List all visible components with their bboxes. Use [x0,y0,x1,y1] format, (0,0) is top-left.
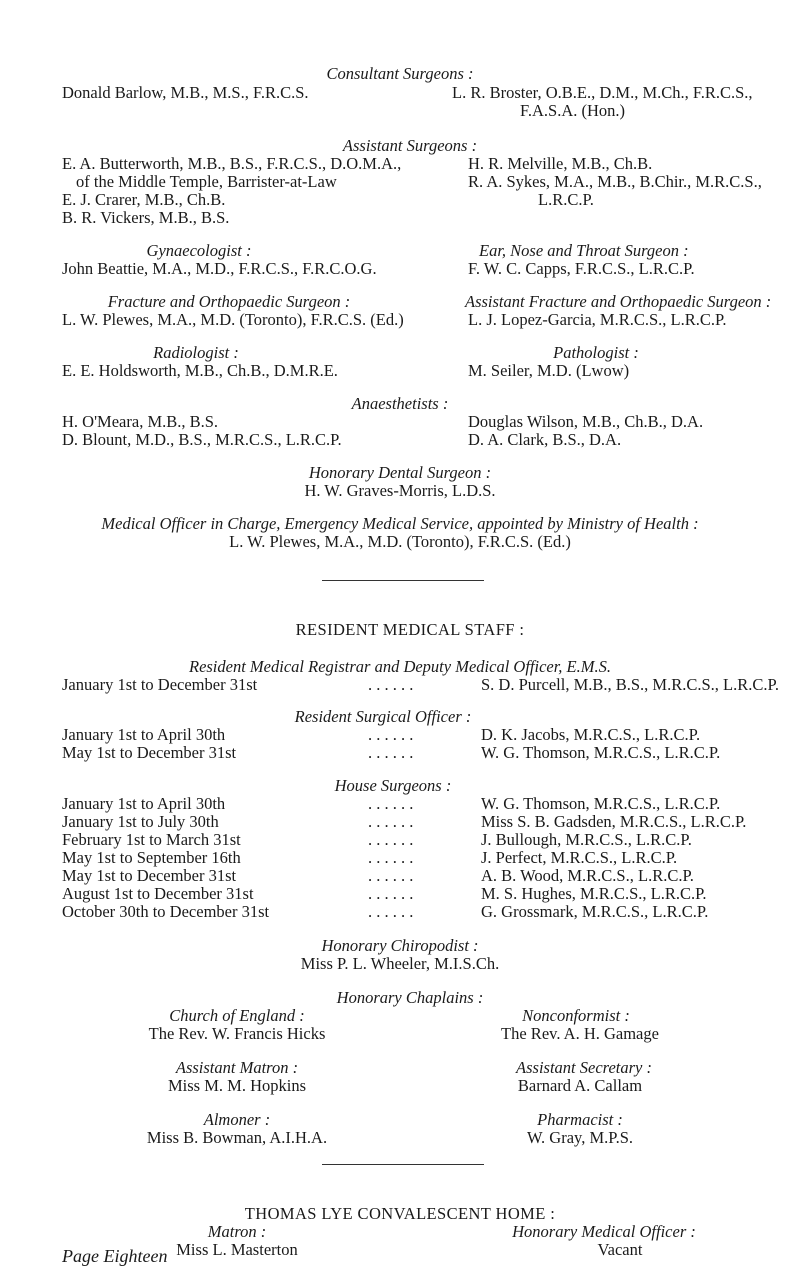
pathologist-title: Pathologist : [553,343,639,362]
consultant-left: Donald Barlow, M.B., M.S., F.R.C.S. [62,83,309,102]
house-leader-7: . . . . . . [368,902,414,921]
anaesthetists-heading: Anaesthetists : [351,394,449,413]
rso-heading: Resident Surgical Officer : [294,707,472,726]
gynae-title: Gynaecologist : [146,241,252,260]
chiropodist-name: Miss P. L. Wheeler, M.I.S.Ch. [300,954,500,973]
rso-period-1: January 1st to April 30th [62,725,226,744]
anaesthetist-right-2: D. A. Clark, B.S., D.A. [468,430,622,449]
nonconformist-name: The Rev. A. H. Gamage [501,1024,659,1043]
asst-secretary-name: Barnard A. Callam [517,1076,643,1095]
asst-matron-name: Miss M. M. Hopkins [168,1076,306,1095]
house-leader-3: . . . . . . [368,830,414,849]
nonconformist-title: Nonconformist : [522,1006,630,1025]
rso-leader-1: . . . . . . [368,725,414,744]
house-name-5: A. B. Wood, M.R.C.S., L.R.C.P. [481,866,694,885]
registrar-period: January 1st to December 31st [62,675,258,694]
asst-matron-title: Assistant Matron : [175,1058,299,1077]
house-period-7: October 30th to December 31st [62,902,270,921]
dental-name: H. W. Graves-Morris, L.D.S. [304,481,496,500]
anaesthetist-right-1: Douglas Wilson, M.B., Ch.B., D.A. [468,412,704,431]
convalescent-matron-name: Miss L. Masterton [176,1240,298,1259]
ent-name: F. W. C. Capps, F.R.C.S., L.R.C.P. [468,259,695,278]
resident-staff-heading: RESIDENT MEDICAL STAFF : [295,620,525,639]
hmo-title: Honorary Medical Officer : [512,1222,696,1241]
registrar-heading: Resident Medical Registrar and Deputy Medical Officer, E.M.S. [188,657,612,676]
gynae-name: John Beattie, M.A., M.D., F.R.C.S., F.R.C.O.G. [62,259,377,278]
house-name-7: G. Grossmark, M.R.C.S., L.R.C.P. [481,902,709,921]
fracture-name: L. W. Plewes, M.A., M.D. (Toronto), F.R.C.S. (Ed.) [62,310,404,329]
assistant-right-2: R. A. Sykes, M.A., M.B., B.Chir., M.R.C.S., [468,172,762,191]
almoner-name: Miss B. Bowman, A.I.H.A. [146,1128,328,1147]
assistant-left-3: E. J. Crarer, M.B., Ch.B. [62,190,226,209]
house-name-6: M. S. Hughes, M.R.C.S., L.R.C.P. [481,884,707,903]
house-period-1: January 1st to April 30th [62,794,226,813]
rso-leader-2: . . . . . . [368,743,414,762]
house-leader-4: . . . . . . [368,848,414,867]
rso-name-2: W. G. Thomson, M.R.C.S., L.R.C.P. [481,743,721,762]
pathologist-name: M. Seiler, M.D. (Lwow) [468,361,630,380]
divider [322,580,484,581]
anaesthetist-left-2: D. Blount, M.D., B.S., M.R.C.S., L.R.C.P. [62,430,342,449]
house-period-3: February 1st to March 31st [62,830,241,849]
radiologist-title: Radiologist : [153,343,239,362]
rso-name-1: D. K. Jacobs, M.R.C.S., L.R.C.P. [481,725,701,744]
radiologist-name: E. E. Holdsworth, M.B., Ch.B., D.M.R.E. [62,361,338,380]
assistant-left-4: B. R. Vickers, M.B., B.S. [62,208,230,227]
ent-title: Ear, Nose and Throat Surgeon : [479,241,689,260]
asst-fracture-name: L. J. Lopez-Garcia, M.R.C.S., L.R.C.P. [468,310,727,329]
asst-fracture-title: Assistant Fracture and Orthopaedic Surgeon : [465,292,772,311]
coe-title: Church of England : [169,1006,305,1025]
house-period-2: January 1st to July 30th [62,812,219,831]
pharmacist-name: W. Gray, M.P.S. [526,1128,634,1147]
rso-period-2: May 1st to December 31st [62,743,237,762]
house-period-5: May 1st to December 31st [62,866,237,885]
almoner-title: Almoner : [203,1110,271,1129]
house-leader-1: . . . . . . [368,794,414,813]
house-leader-5: . . . . . . [368,866,414,885]
assistant-left-2: of the Middle Temple, Barrister-at-Law [76,172,337,191]
pharmacist-title: Pharmacist : [537,1110,623,1129]
house-period-6: August 1st to December 31st [62,884,254,903]
house-name-3: J. Bullough, M.R.C.S., L.R.C.P. [481,830,692,849]
convalescent-matron-title: Matron : [207,1222,267,1241]
house-leader-6: . . . . . . [368,884,414,903]
consultant-heading: Consultant Surgeons : [326,64,474,83]
assistant-right-1: H. R. Melville, M.B., Ch.B. [468,154,653,173]
assistant-right-3: L.R.C.P. [538,190,594,209]
house-name-2: Miss S. B. Gadsden, M.R.C.S., L.R.C.P. [481,812,747,831]
house-name-4: J. Perfect, M.R.C.S., L.R.C.P. [481,848,678,867]
registrar-leader: . . . . . . [368,675,414,694]
page-footer: Page Eighteen [62,1246,168,1266]
dental-heading: Honorary Dental Surgeon : [308,463,492,482]
emergency-name: L. W. Plewes, M.A., M.D. (Toronto), F.R.C.S. (Ed.) [229,532,571,551]
convalescent-heading: THOMAS LYE CONVALESCENT HOME : [244,1204,556,1223]
assistant-left-1: E. A. Butterworth, M.B., B.S., F.R.C.S., D.O.M.A., [62,154,402,173]
asst-secretary-title: Assistant Secretary : [516,1058,652,1077]
consultant-right-line2: F.A.S.A. (Hon.) [520,101,626,120]
hmo-name: Vacant [597,1240,643,1259]
chiropodist-heading: Honorary Chiropodist : [321,936,479,955]
consultant-right-line1: L. R. Broster, O.B.E., D.M., M.Ch., F.R.C.S., [452,83,753,102]
divider-2 [322,1164,484,1165]
anaesthetist-left-1: H. O'Meara, M.B., B.S. [62,412,219,431]
house-leader-2: . . . . . . [368,812,414,831]
chaplains-heading: Honorary Chaplains : [336,988,484,1007]
assistant-surgeons-heading: Assistant Surgeons : [342,136,478,155]
emergency-heading: Medical Officer in Charge, Emergency Medical Service, appointed by Ministry of Health : [101,514,699,533]
coe-name: The Rev. W. Francis Hicks [148,1024,326,1043]
registrar-name: S. D. Purcell, M.B., B.S., M.R.C.S., L.R.C.P. [481,675,779,694]
house-heading: House Surgeons : [334,776,452,795]
house-name-1: W. G. Thomson, M.R.C.S., L.R.C.P. [481,794,721,813]
house-period-4: May 1st to September 16th [62,848,241,867]
fracture-title: Fracture and Orthopaedic Surgeon : [107,292,351,311]
